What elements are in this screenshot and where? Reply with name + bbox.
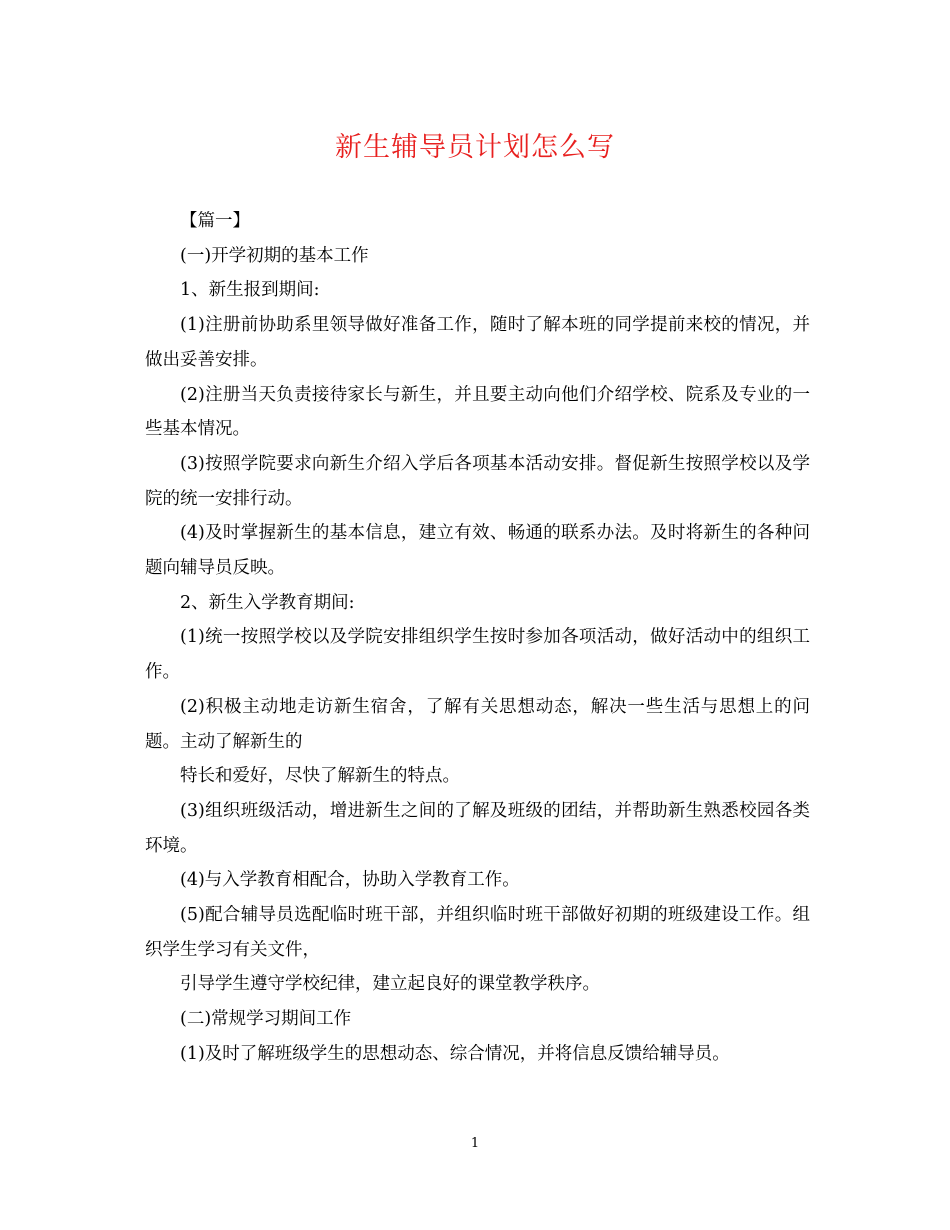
paragraph: (1)及时了解班级学生的思想动态、综合情况，并将信息反馈给辅导员。 [180,1043,730,1064]
document-body [145,204,810,1072]
paragraph: 特长和爱好，尽快了解新生的特点。 [180,766,460,787]
paragraph: (3)按照学院要求向新生介绍入学后各项基本活动安排。督促新生按照学校以及学院的统一安排行动。 [145,453,810,509]
paragraph: (3)组织班级活动，增进新生之间的了解及班级的团结，并帮助新生熟悉校园各类环境。 [145,800,810,856]
paragraph: (1)注册前协助系里领导做好准备工作，随时了解本班的同学提前来校的情况，并做出妥善安排。 [145,315,810,370]
paragraph: (1)统一按照学校以及学院安排组织学生按时参加各项活动，做好活动中的组织工作。 [145,627,810,683]
paragraph: (2)积极主动地走访新生宿舍，了解有关思想动态，解决一些生活与思想上的问题。主动了解新生的 [145,696,810,752]
paragraph: (4)与入学教育相配合，协助入学教育工作。 [180,870,520,891]
subsection-heading: (二)常规学习期间工作 [180,1009,352,1030]
paragraph: (4)及时掌握新生的基本信息，建立有效、畅通的联系办法。及时将新生的各种问题向辅导员反映。 [145,523,810,579]
page-number: 1 [470,1136,480,1151]
paragraph: (5)配合辅导员选配临时班干部，并组织临时班干部做好初期的班级建设工作。组织学生学习有关文件， [145,905,810,960]
paragraph: 引导学生遵守学校纪律，建立起良好的课堂教学秩序。 [180,974,600,995]
list-heading: 2、新生入学教育期间: [180,592,355,613]
section-heading: 【篇一】 [180,211,250,231]
page-title: 新生辅导员计划怎么写 [335,132,615,163]
subsection-heading: (一)开学初期的基本工作 [180,245,369,266]
paragraph: (2)注册当天负责接待家长与新生，并且要主动向他们介绍学校、院系及专业的一些基本情况。 [145,384,810,440]
list-heading: 1、新生报到期间: [180,280,320,301]
